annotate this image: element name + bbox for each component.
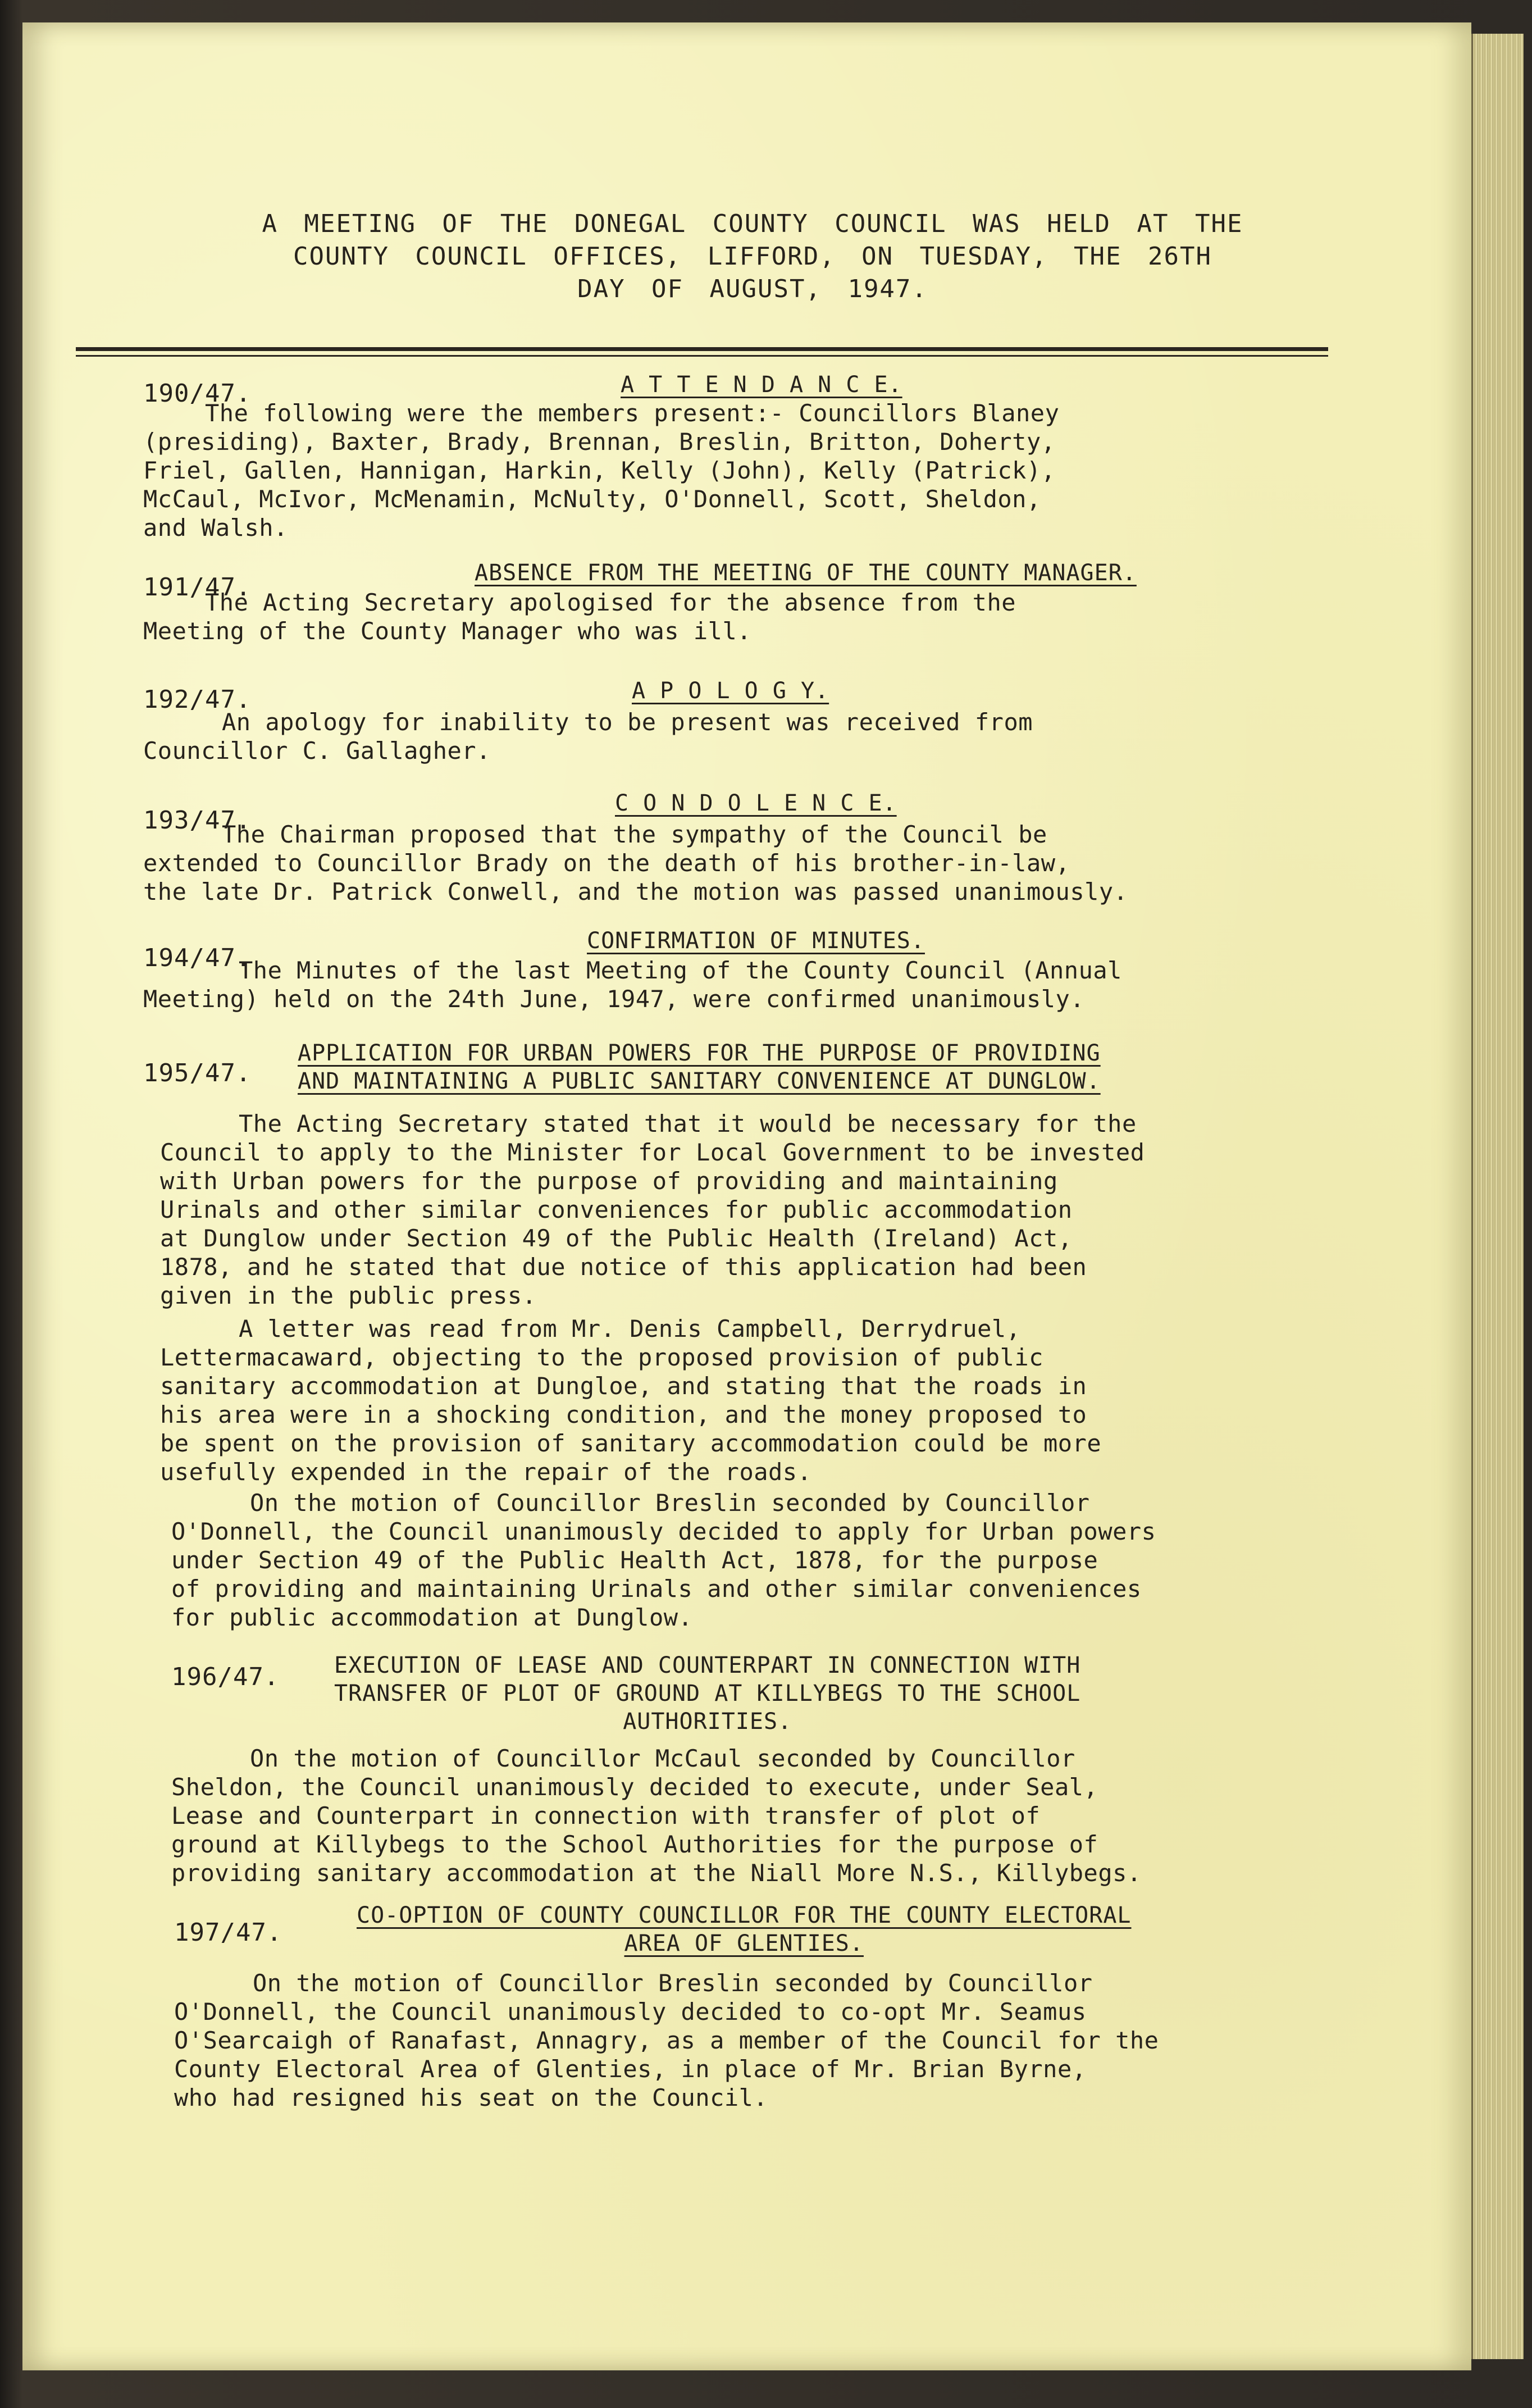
minute-192-47 xyxy=(143,677,1323,772)
minute-195-47 xyxy=(143,1039,1323,1646)
minute-number: 195/47. xyxy=(143,1059,252,1087)
minute-body: The Acting Secretary apologised for the absence from the Meeting of the County Manager who was ill. xyxy=(143,589,1016,645)
heading-rule-thick xyxy=(76,347,1328,351)
minute-body-letter: A letter was read from Mr. Denis Campbell, Derrydruel, Lettermacaward, objecting to the proposed provision of public sanitary accommodation at Dungloe, and stating that the roads in his area were in a shocking condition, and the money proposed to be spent on the provision of sanitary accommodation could be more usefully expended in the repair of the roads. xyxy=(160,1315,1102,1486)
minute-196-47 xyxy=(143,1651,1323,1893)
minute-body: On the motion of Councillor McCaul seconded by Councillor Sheldon, the Council unanimously decided to execute, under Seal, Lease and Counterpart in connection with transfer of plot of ground at Killybegs to the School Authorities for the purpose of providing sanitary accommodation at the Niall More N.S., Killybegs. xyxy=(171,1745,1142,1887)
minute-number: 192/47. xyxy=(143,685,252,714)
minute-number: 196/47. xyxy=(171,1663,280,1691)
minute-number: 191/47. xyxy=(143,573,252,602)
minute-title: C O N D O L E N C E. xyxy=(615,790,897,816)
minute-title: EXECUTION OF LEASE AND COUNTERPART IN CONNECTION WITH TRANSFER OF PLOT OF GROUND AT KILLYBEGS TO THE SCHOOL AUTHORITIES. xyxy=(334,1653,1081,1735)
minute-book-page xyxy=(22,22,1471,2370)
minute-190-47 xyxy=(143,371,1323,550)
minute-number: 190/47. xyxy=(143,379,252,408)
minute-title: ABSENCE FROM THE MEETING OF THE COUNTY MANAGER. xyxy=(475,560,1137,586)
heading-rule-thin xyxy=(76,355,1328,357)
minute-number: 197/47. xyxy=(174,1918,282,1947)
minute-193-47 xyxy=(143,789,1323,918)
minute-body: An apology for inability to be present was received from Councillor C. Gallagher. xyxy=(143,708,1033,764)
meeting-heading: A MEETING OF THE DONEGAL COUNTY COUNCIL WAS HELD AT THE COUNTY COUNCIL OFFICES, LIFFORD, ON TUESDAY, THE 26TH DAY OF AUGUST, 1947. xyxy=(262,210,1243,303)
minute-body: The following were the members present:- Councillors Blaney (presiding), Baxter, Brady, Brennan, Breslin, Britton, Doherty, Friel, Gallen, Hannigan, Harkin, Kelly (John), Kelly (Patrick), McCaul, McIvor, McMenamin, McNulty, O'Donnell, Scott, Sheldon, and Walsh. xyxy=(143,399,1060,541)
minute-191-47 xyxy=(143,559,1323,654)
minute-body: The Acting Secretary stated that it would be necessary for the Council to apply to the Minister for Local Government to be invested with Urban powers for the purpose of providing and maintaining Urinals and other similar conveniences for public accommodation at Dunglow under Section 49 of the Public Health (Ireland) Act, 1878, and he stated that due notice of this application had been given in the public press. xyxy=(160,1110,1145,1309)
minute-194-47 xyxy=(143,927,1323,1034)
minute-197-47 xyxy=(143,1901,1323,2137)
book-page-edges xyxy=(1471,34,1524,2359)
minute-title: CONFIRMATION OF MINUTES. xyxy=(587,928,925,954)
minute-body: On the motion of Councillor Breslin seconded by Councillor O'Donnell, the Council unanimously decided to co-opt Mr. Seamus O'Searcaigh of Ranafast, Annagry, as a member of the Council for the County Electoral Area of Glenties, in place of Mr. Brian Byrne, who had resigned his seat on the Council. xyxy=(174,1969,1159,2111)
minute-body-motion: On the motion of Councillor Breslin seconded by Councillor O'Donnell, the Council unanimously decided to apply for Urban powers under Section 49 of the Public Health Act, 1878, for the purpose of providing and maintaining Urinals and other similar conveniences for public accommodation at Dunglow. xyxy=(171,1489,1156,1631)
minute-title: APPLICATION FOR URBAN POWERS FOR THE PURPOSE OF PROVIDING AND MAINTAINING A PUBLIC SANITARY CONVENIENCE AT DUNGLOW. xyxy=(298,1040,1101,1094)
minute-title: A T T E N D A N C E. xyxy=(621,372,902,398)
minute-body: The Chairman proposed that the sympathy of the Council be extended to Councillor Brady on the death of his brother-in-law, the late Dr. Patrick Conwell, and the motion was passed unanimously. xyxy=(143,821,1128,905)
minute-title: A P O L O G Y. xyxy=(632,678,829,704)
minute-title: CO-OPTION OF COUNTY COUNCILLOR FOR THE COUNTY ELECTORAL AREA OF GLENTIES. xyxy=(357,1902,1132,1956)
minute-number: 193/47. xyxy=(143,806,252,835)
minute-body: The Minutes of the last Meeting of the County Council (Annual Meeting) held on the 24th June, 1947, were confirmed unanimously. xyxy=(143,957,1122,1013)
minute-number: 194/47. xyxy=(143,944,252,972)
